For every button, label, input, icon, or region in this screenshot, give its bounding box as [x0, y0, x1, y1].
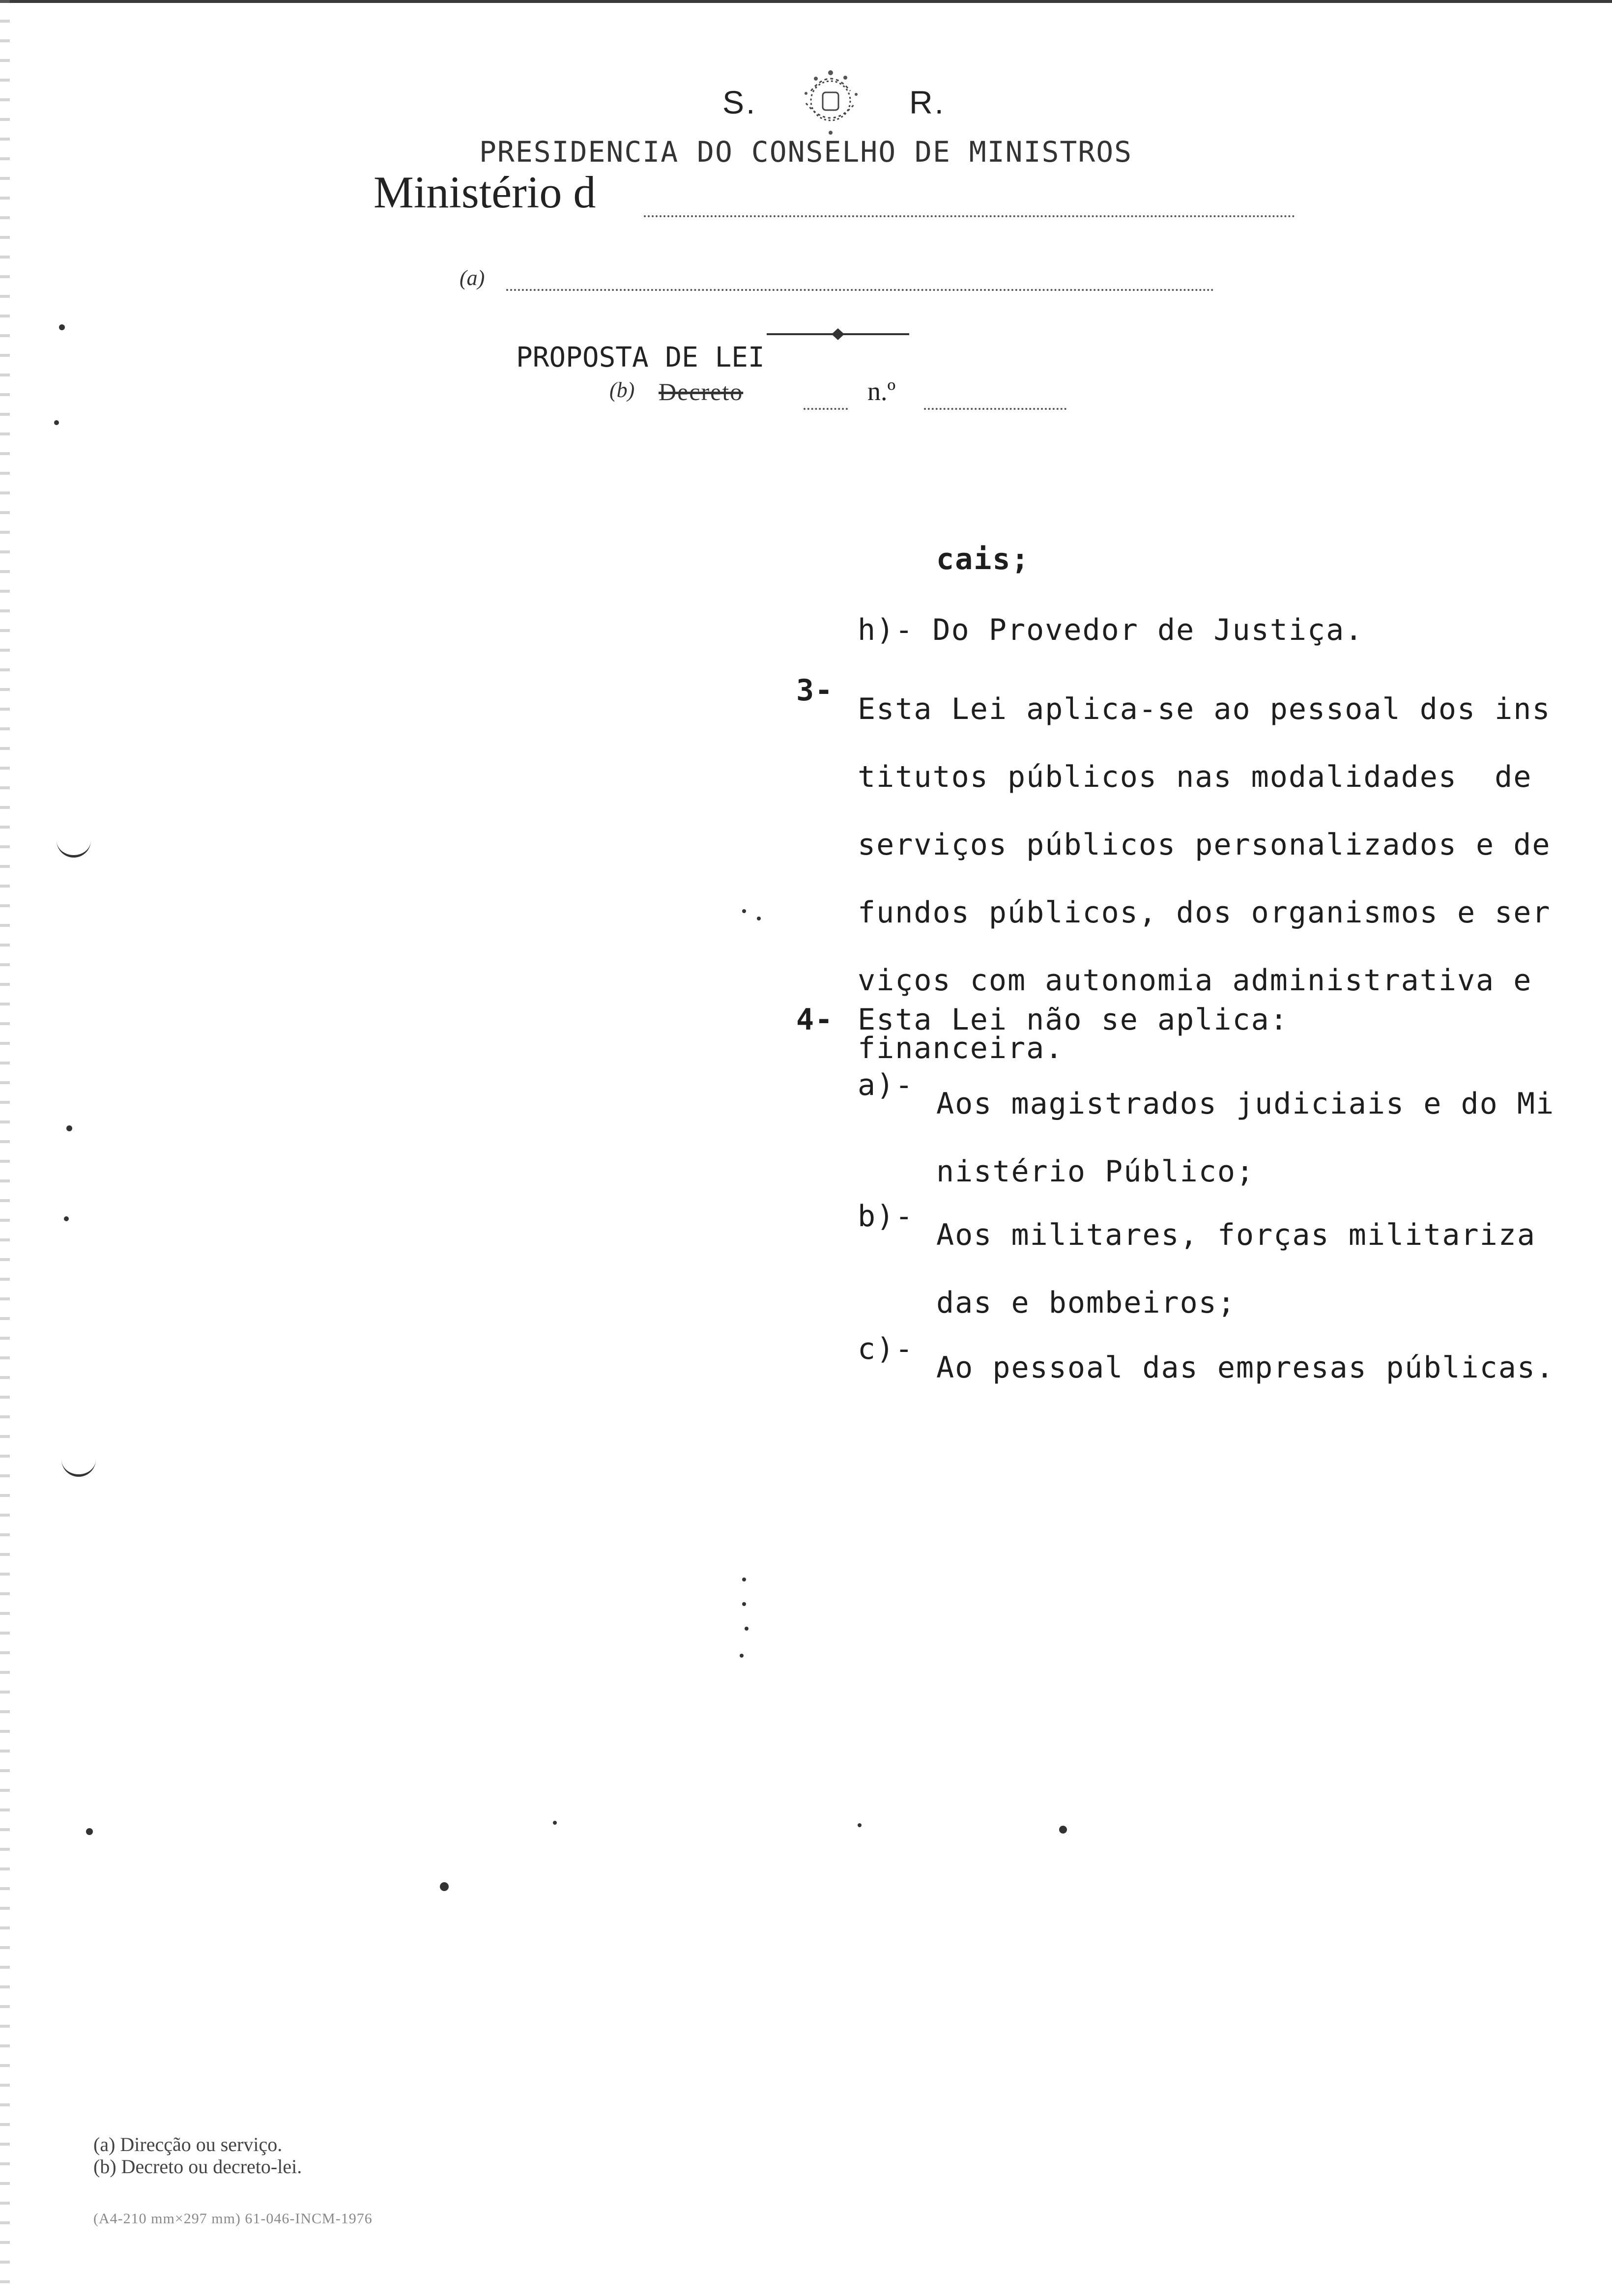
footnote-a: (a) Direcção ou serviço. — [93, 2133, 283, 2155]
section-3-line: Esta Lei aplica-se ao pessoal dos ins — [858, 692, 1551, 726]
footnote-b: (b) Decreto ou decreto-lei. — [93, 2155, 302, 2178]
section-3-line: serviços públicos personalizados e de — [858, 828, 1551, 862]
type-fill-line — [804, 408, 848, 410]
continuation-text: cais; — [936, 542, 1030, 576]
speck — [757, 917, 761, 920]
section-3-line: fundos públicos, dos organismos e ser — [858, 895, 1551, 930]
speck — [553, 1821, 557, 1825]
item-a-line: Aos magistrados judiciais e do Mi — [936, 1087, 1555, 1121]
speck — [64, 1216, 69, 1221]
s-letter: S. — [722, 84, 757, 120]
speck — [440, 1882, 449, 1891]
item-a-text — [936, 1061, 1554, 1205]
punch-mark — [57, 835, 91, 858]
section-4-intro: Esta Lei não se aplica: — [858, 1003, 1289, 1037]
numero-fill-line — [924, 408, 1066, 410]
coat-of-arms-emblem — [786, 64, 875, 143]
label-a: (a) — [460, 266, 485, 290]
speck — [742, 1602, 746, 1606]
punch-mark — [61, 1455, 96, 1477]
section-3-line: titutos públicos nas modalidades de — [858, 760, 1532, 794]
item-a-label: a)- — [858, 1068, 914, 1102]
item-c-line: Ao pessoal das empresas públicas. — [936, 1350, 1555, 1385]
speck — [742, 1578, 746, 1581]
speck — [1059, 1826, 1067, 1834]
speck — [745, 1627, 748, 1631]
section-3-number: 3- — [796, 673, 834, 708]
proposta-title: PROPOSTA DE LEI — [516, 342, 765, 373]
item-b-text — [936, 1192, 1536, 1337]
item-c-text — [936, 1324, 1554, 1402]
speck — [742, 909, 746, 913]
section-3-line: financeira. — [858, 1031, 1064, 1065]
presidencia-heading: PRESIDENCIA DO CONSELHO DE MINISTROS — [479, 135, 1133, 169]
numero-label: n.º — [867, 376, 896, 406]
item-h: h)- Do Provedor de Justiça. — [858, 613, 1364, 647]
ministerio-fill-line — [644, 215, 1295, 217]
label-b: (b) — [609, 378, 635, 402]
speck — [858, 1823, 862, 1827]
left-edge-perforation — [0, 0, 10, 2296]
item-b-label: b)- — [858, 1199, 914, 1234]
print-code: (A4-210 mm×297 mm) 61-046-INCM-1976 — [93, 2210, 373, 2227]
section-4-number: 4- — [796, 1003, 834, 1037]
top-border — [0, 0, 1612, 3]
speck — [740, 1654, 744, 1658]
item-a-line: nistério Público; — [936, 1154, 1255, 1189]
speck — [86, 1828, 93, 1835]
speck — [66, 1125, 72, 1131]
crossed-out-word: Decreto — [659, 378, 744, 405]
item-c-label: c)- — [858, 1332, 914, 1366]
item-b-line: das e bombeiros; — [936, 1286, 1236, 1320]
speck — [54, 420, 59, 425]
speck — [59, 324, 65, 330]
ministerio-label: Ministério d — [374, 167, 596, 217]
direccao-fill-line — [506, 289, 1214, 291]
section-3-line: viços com autonomia administrativa e — [858, 963, 1532, 998]
item-b-line: Aos militares, forças militariza — [936, 1218, 1536, 1252]
r-letter: R. — [909, 84, 946, 120]
ornament-rule — [767, 327, 909, 342]
